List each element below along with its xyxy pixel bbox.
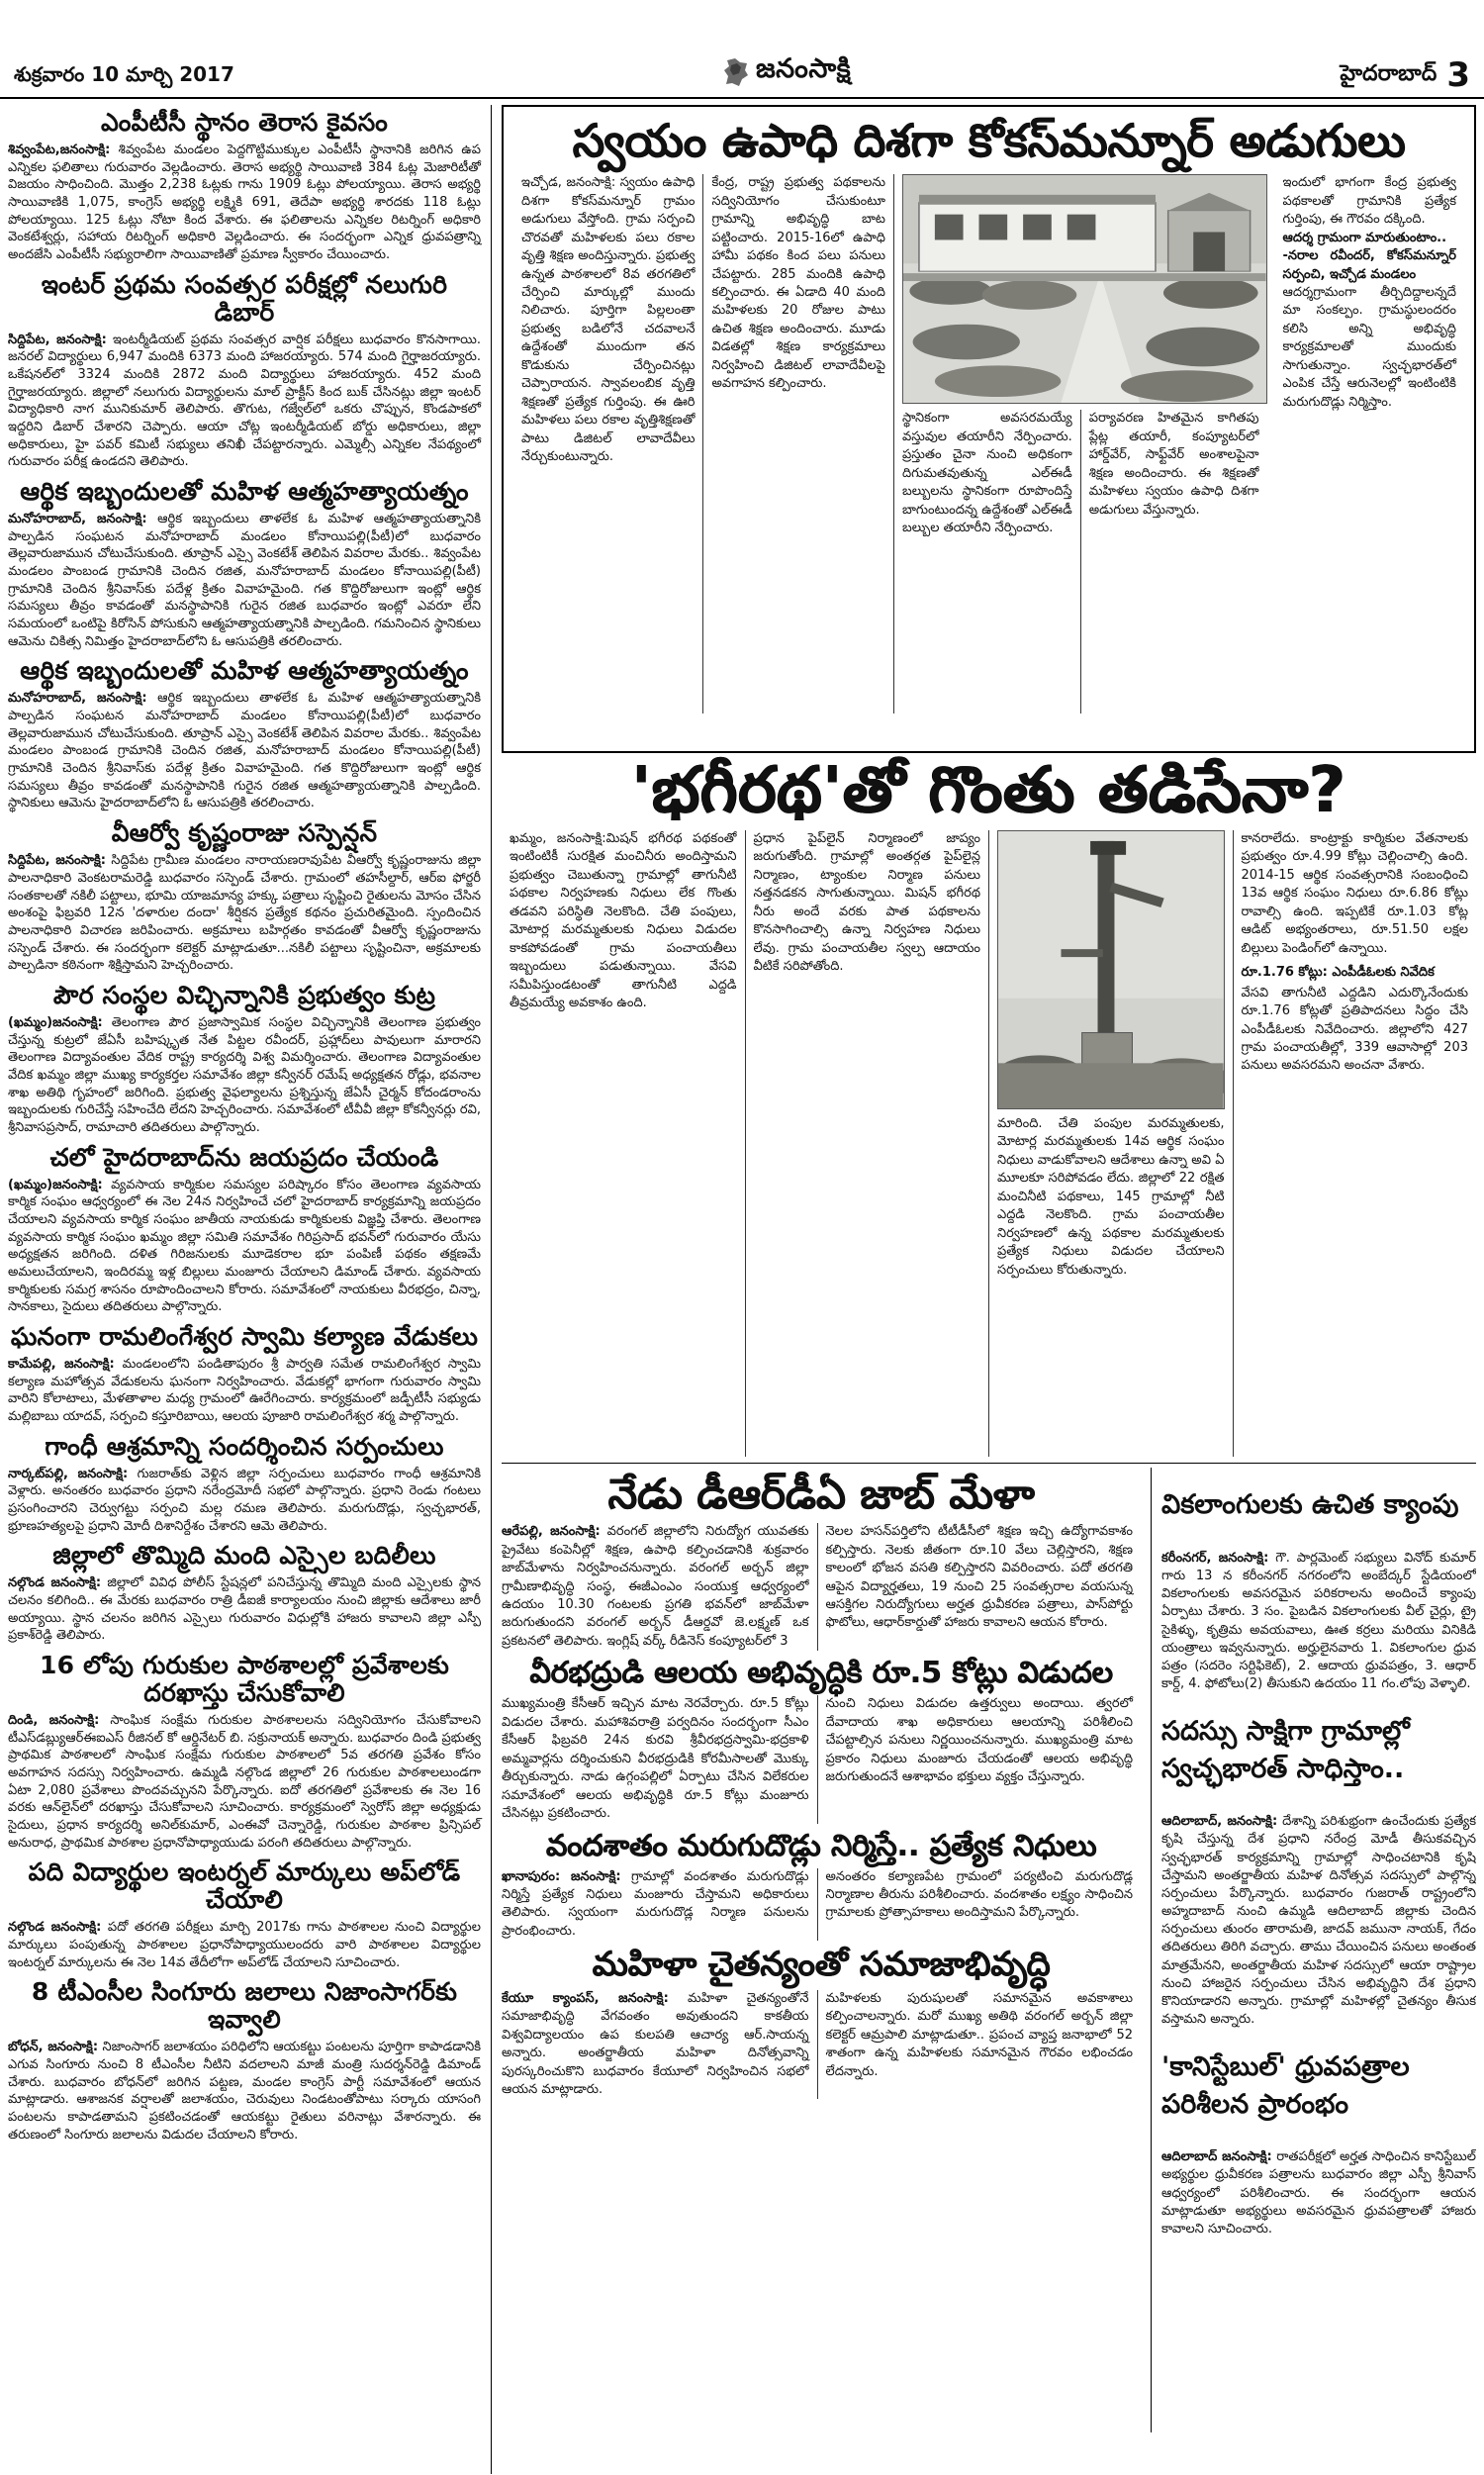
article-body: జిల్లాలో వివిధ పోలీస్ స్టేషన్లలో పనిచేస్తున్న తొమ్మిది మంది ఎస్సైలకు స్థాన చలనం కలిగింది.. ఈ మేరకు బుధవారం రాత్రి డీఐజీ కార్యాలయం నుంచి జిల్లాకు ఆదేశాలు జారీ అయ్యాయి. స్థాన చలనం జరిగిన ఎస్సైలు గురువారం విధుల్లోకి హాజరు కావాలని జిల్లా ఎస్పీ ప్రకాశ్‌రెడ్డి తెలిపారు. (8, 1575, 481, 1644)
article-si-transfers (8, 1542, 481, 1645)
article-headline: వందశాతం మరుగుదొడ్లు నిర్మిస్తే.. ప్రత్యేక నిధులు (545, 1828, 1097, 1863)
paper-title-block (723, 53, 851, 91)
edition-block (1340, 55, 1470, 96)
article-headline: చలో హైదరాబాద్‌ను జయప్రదం చేయండి (49, 1142, 439, 1172)
article-woman-suicide-attempt (8, 478, 481, 650)
lead-col-5: ఇందులో భాగంగా కేంద్ర ప్రభుత్వ పథకాలతో గ్రామానికి ప్రత్యేక గుర్తింపు, ఈ గౌరవం దక్కింది. ఆదర్శ గ్రామంగా మారుతుంటాం.. -నరాల రవీందర్, కోకస్‌మన్నూర్ సర్పంచి, ఇచ్చోడ మండలం ఆదర్శగ్రామంగా తీర్చిదిద్దాలన్నదే మా సంకల్పం. గ్రామస్థులందరం కలిసి అన్ని అభివృద్ధి కార్యక్రమాలతో ముందుకు సాగుతున్నాం. స్వచ్ఛభారత్‌లో ఎంపిక చేస్తే ఆరునెలల్లో ఇంటింటికి మరుగుదొడ్లు నిర్మిస్తాం. (1282, 175, 1456, 410)
masthead (0, 0, 1484, 99)
lead-col-2: కేంద్ర, రాష్ట్ర ప్రభుత్వ పథకాలను సద్వినియోగం చేసుకుంటూ గ్రామాన్ని అభివృద్ధి బాట పట్టించారు. 2015-16లో ఉపాధి హామీ పథకం కింద పలు పనులు చేపట్టారు. 285 మందికి ఉపాధి కల్పించారు. ఈ ఏడాది 40 మంది మహిళలకు 20 రోజుల పాటు ఉచిత శిక్షణ అందించారు. మూడు విడతల్లో శిక్షణ కార్యక్రమాలు నిర్వహించి డిజిటల్ లావాదేవీలపై అవగాహన కల్పించారు. (702, 174, 892, 714)
article-body: ఆర్థిక ఇబ్బందులు తాళలేక ఓ మహిళ ఆత్మహత్యాయత్నానికి పాల్పడిన సంఘటన మనోహరాబాద్ మండలం కోనాయిపల్లి(పీటీ)లో బుధవారం తెల్లవారుజామున చోటుచేసుకుంది. తూప్రాన్ ఎస్సై వెంకటేశ్ తెలిపిన వివరాల మేరకు.. శివ్వంపేట మండలం పాంబండ గ్రామానికి చెందిన రజిత, మనోహరాబాద్ మండలం కోనాయిపల్లి(పీటీ) గ్రామానికి చెందిన శ్రీనివాస్‌కు పదేళ్ల క్రితం వివాహమైంది. గత కొద్దిరోజులుగా ఇంట్లో ఆర్థిక సమస్యలు తీవ్రం కావడంతో మనస్థాపానికి గురైన రజిత బుధవారం ఇంట్లో ఎవరూ లేని సమయంలో ఒంటిపై కిరోసిన్ పోసుకుని ఆత్మహత్యాయత్నానికి పాల్పడింది. గమనించిన స్థానికులు ఆమెను చికిత్స నిమిత్తం హైదరాబాద్‌లోని ఓ ఆసుపత్రికి తరలించారు. (8, 512, 482, 649)
dateline: ఖానాపురం: జనంసాక్షి: (502, 1868, 621, 1884)
article-singur-waters (8, 1978, 481, 2143)
article-drda-job-mela: నేడు డీఆర్‌డీఏ జాబ్ మేళా ఆరేపల్లి, జనంసాక్షి: వరంగల్ జిల్లాలోని నిరుద్యోగ యువతకు ప్రైవేటు కంపెనీల్లో శిక్షణ, ఉపాధి కల్పించడానికి శుక్రవారం జాబ్‌మేళాను నిర్వహించనున్నారు. వరంగల్ అర్బన్ జిల్లా గ్రామీణాభివృద్ధి సంస్థ, ఈజీఎంఎం సంయుక్త ఆధ్వర్యంలో ఉదయం 10.30 గంటలకు ప్రగతి భవన్‌లో జాబ్‌మేళా జరుగుతుందని వరంగల్ అర్బన్ డీఆర్డవో జె.లక్ష్మణ్ ఒక ప్రకటనలో తెలిపారు. ఇంగ్లిష్ వర్క్ రీడినెస్ కంప్యూటర్‌లో 3 నెలల హసన్‌పర్తిలోని టీటీడీసీలో శిక్షణ ఇచ్చి ఉద్యోగావకాశం కల్పిస్తారు. నెలకు జీతంగా రూ.10 వేలు చెల్లిస్తారని, శిక్షణ కాలంలో భోజన వసతి కల్పిస్తారని వివరించారు. పదో తరగతి ఆపైన విద్యార్హతలు, 19 నుంచి 25 సంవత్సరాల వయసున్న ఆసక్తిగల నిరుద్యోగులు అర్హత ధ్రువీకరణ పత్రాలు, పాస్‌పోర్టు ఫొటోలు, ఆధార్‌కార్డుతో హాజరు కావాలని ఆయన కోరారు. (502, 1472, 1141, 1651)
article-kokasmannur (502, 105, 1476, 753)
dateline: ఆదిలాబాద్, జనంసాక్షి: (1161, 1814, 1278, 1830)
page-content (0, 99, 1484, 2474)
article-headline: ఘనంగా రామలింగేశ్వర స్వామి కల్యాణ వేడుకలు (10, 1321, 479, 1351)
article-constable-certificates: 'కానిస్టేబుల్' ధ్రువపత్రాల పరిశీలన ప్రారంభం ఆదిలాబాద్ జనంసాక్షి: రాతపరీక్షలో అర్హత సాధించిన కానిస్టేబుల్ అభ్యర్థుల ధ్రువీకరణ పత్రాలను బుధవారం జిల్లా ఎస్పీ శ్రీనివాస్ ఆధ్వర్యంలో పరిశీలించారు. ఈ సందర్భంగా ఆయన మాట్లాడుతూ అభ్యర్థులు అవసరమైన ధ్రువపత్రాలతో హాజరు కావాలని సూచించారు. (1161, 2050, 1476, 2237)
pull-quote: ఆదర్శ గ్రామంగా మారుతుంటాం.. (1282, 230, 1447, 245)
article-body: మండలంలోని పండితాపురం శ్రీ పార్వతి సమేత రామలింగేశ్వర స్వామి కల్యాణ మహోత్సవ వేడుకలను ఘనంగా నిర్వహించారు. వేడుకల్లో భాగంగా గురువారం స్వామి వారిని కోలాటాలు, మేళతాళాల మధ్య గ్రామంలో ఊరేగించారు. కార్యక్రమంలో జడ్పీటీసీ సభ్యుడు మల్లిబాబు యాదవ్, సర్పంచి కస్తూరిబాయి, ఆలయ పూజారి రామలింగేశ్వర శర్మ పాల్గొన్నారు. (8, 1356, 481, 1424)
article-headline: నేడు డీఆర్‌డీఏ జాబ్ మేళా (607, 1470, 1035, 1518)
bhagiratha-subhead: రూ.1.76 కోట్లు: ఎంపీడీఓలకు నివేదిక (1241, 965, 1435, 981)
pull-quote-body: ఆదర్శగ్రామంగా తీర్చిదిద్దాలన్నదే మా సంకల్పం. గ్రామస్థులందరం కలిసి అన్ని అభివృద్ధి కార్యక్రమాలతో ముందుకు సాగుతున్నాం. స్వచ్ఛభారత్‌లో ఎంపిక చేస్తే ఆరునెలల్లో ఇంటింటికి మరుగుదొడ్లు నిర్మిస్తాం. (1282, 285, 1456, 410)
article-headline: వికలాంగులకు ఉచిత క్యాంపు (1161, 1489, 1459, 1521)
dateline: దిండి, జనంసాక్షి: (8, 1713, 100, 1728)
article-body: వ్యవసాయ కార్మికుల సమస్యల పరిష్కారం కోసం తెలంగాణ వ్యవసాయ కార్మిక సంఘం ఆధ్వర్యంలో ఈ నెల 24న నిర్వహించే చలో హైదరాబాద్ కార్యక్రమాన్ని జయప్రదం చేయాలని వ్యవసాయ కార్మిక సంఘం జాతీయ నాయకుడు కార్మికులకు విజ్ఞప్తి చేశారు. తెలంగాణ వ్యవసాయ కార్మిక సంఘం ఖమ్మం జిల్లా సమితి సమావేశం గిరిప్రసాద్ భవన్‌లో గురువారం యేసు అధ్యక్షతన జరిగింది. దళిత గిరిజనులకు మూడెకరాల భూ పంపిణీ పథకం తక్షణమే అమలుచేయాలని, ఇందిరమ్మ ఇళ్ల బిల్లులు మంజూరు చేయాలని డిమాండ్ చేశారు. వ్యవసాయ కార్మికులకు సమగ్ర శాసనం రూపొందించాలని కోరారు. సమావేశంలో నాయకులు వీరభద్రం, చిన్నా, సానకాలు, సైదులు తదితరులు పాల్గొన్నారు. (8, 1177, 481, 1315)
dateline: ఆదిలాబాద్ జనంసాక్షి: (1161, 2149, 1272, 2165)
article-body: ఇంటర్మీడియట్ ప్రథమ సంవత్సర వార్షిక పరీక్షలు బుధవారం కొనసాగాయి. జనరల్ విద్యార్థులు 6,947 మందికి 6373 మంది హాజరయ్యారు. 574 మంది గైర్హాజరయ్యారు. ఒకేషనల్‌లో 3324 మందికి 2872 మంది విద్యార్థులు హాజరయ్యారు. 452 మంది గైర్హాజరయ్యారు. జిల్లాలో నలుగురు విద్యార్థులను మాల్ ప్రాక్టీస్ కింద బుక్ చేసినట్లు జిల్లా ఇంటర్ విద్యాధికారి నాగ మునికుమార్ తెలిపారు. తొగుట, గజ్వేల్‌లో ఒకరు చొప్పున, కొండపాకలో ఇద్దరిని డిబార్ చేశారని చెప్పారు. ఆయా చోట్ల ఇంటర్మీడియట్ బోర్డు అధికారులు, జిల్లా అధికారులు, హై పవర్ కమిటీ సభ్యులు తనిఖీ చేపట్టారన్నారు. ఎమ్మెల్సీ ఎన్నికల నేపథ్యంలో గురువారం పరీక్ష ఉండదని తెలిపారు. (8, 332, 482, 470)
dateline: కరీంనగర్, జనంసాక్షి: (1161, 1550, 1269, 1566)
article-inter-debar (8, 271, 481, 471)
lead-col-4: పర్యావరణ హితమైన కాగితపు ప్లేట్ల తయారీ, కంప్యూటర్‌లో హార్డ్‌వేర్, సాఫ్ట్‌వేర్ అంశాలపైనా శిక్షణ అందించారు. ఈ శిక్షణతో మహిళలు స్వయం ఉపాధి దిశగా అడుగులు వేస్తున్నారు. (1080, 410, 1267, 714)
dateline: కేయూ క్యాంపస్, జనంసాక్షి: (502, 1990, 669, 2006)
article-temple-celebrations (8, 1323, 481, 1426)
article-swachh-bharat-sarpanches: సదస్సు సాక్షిగా గ్రామాల్లో స్వచ్ఛభారత్ సాధిస్తాం.. ఆదిలాబాద్, జనంసాక్షి: దేశాన్ని పరిశుభ్రంగా ఉంచేందుకు ప్రత్యేక కృషి చేస్తున్న దేశ ప్రధాని నరేంద్ర మోడీ తీసుకవచ్చిన స్వచ్ఛభారత్ కార్యక్రమాన్ని గ్రామాల్లో సాధించటానికి కృషి చేస్తామని అంతర్జాతీయ మహిళ దినోత్సవ సదస్సులో పాల్గొన్న సర్పంచులు పేర్కొన్నారు. బుధవారం గుజరాత్ రాష్ట్రంలోని అహ్మదాబాద్ నుంచి ఉమ్మడి ఆదిలాబాద్ జిల్లాకు చెందిన సర్పంచులు తుంరం తారామతి, జాదవ్ జమునా నాయక్, గేదం తదితరులు తిరిగి వచ్చారు. తాము చేయించిన పనులు అంతంత మాత్రమేనని, అంతర్జాతీయ మహిళ సదస్సులో ఆయా రాష్ట్రాల నుంచి హాజరైన సర్పంచులు చేసిన అభివృద్ధిని దేశ ప్రధాని కొనియాడారని అన్నారు. గ్రామాల్లో మహిళల్లో చైతన్యం తీసుక వస్తామని అన్నారు. (1161, 1715, 1476, 2028)
left-news-column (8, 105, 492, 2474)
dateline: నార్కట్‌పల్లి, జనంసాక్షి: (8, 1466, 129, 1481)
bhagiratha-col-3: మారింది. చేతి పంపుల మరమ్మతులకు, మోటార్ల మరమ్మతులకు 14వ ఆర్థిక సంఘం నిధులు వాడుకోవాలని ఆదేశాలు ఉన్నా అవి ఏ మూలకూ సరిపోవడం లేదు. జిల్లాలో 22 రక్షిత మంచినీటి పథకాలు, 145 గ్రామాల్లో నీటి ఎద్దడి నెలకొంది. గ్రామ పంచాయతీల నిర్వహణలో ఉన్న పథకాల మరమ్మతులకు ప్రత్యేక నిధులు విడుదల చేయాలని సర్పంచులు కోరుతున్నారు. (988, 830, 1233, 1457)
pull-quote-attribution: -నరాల రవీందర్, కోకస్‌మన్నూర్ సర్పంచి, ఇచ్చోడ మండలం (1282, 248, 1456, 282)
paper-logo-icon (723, 57, 749, 87)
bhagiratha-col-1: ఖమ్మం, జనంసాక్షి:మిషన్ భగీరథ పథకంతో ఇంటింటికీ సురక్షిత మంచినీరు అందిస్తామని ప్రభుత్వం చెబుతున్నా గ్రామాల్లో తాగునీటి పథకాల నిర్వహణకు నిధులు లేక గొంతు తడవని పరిస్థితి నెలకొంది. చేతి పంపులు, మోటార్ల మరమ్మతులకు నిధులు విడుదల కాకపోవడంతో గ్రామ పంచాయతీలు ఇబ్బందులు పడుతున్నాయి. వేసవి సమీపిస్తుండటంతో తాగునీటి ఎద్దడి తీవ్రమయ్యే అవకాశం ఉంది. (510, 831, 737, 1011)
article-headline: ఇంటర్ ప్రథమ సంవత్సర పరీక్షల్లో నలుగురి డిబార్ (41, 269, 448, 327)
article-headline: వీరభద్రుడి ఆలయ అభివృద్ధికి రూ.5 కోట్లు విడుదల (529, 1656, 1113, 1691)
lead-photo-columns (893, 174, 1275, 714)
article-headline: వీఆర్వో కృష్ణంరాజు సస్పెన్షన్ (111, 818, 378, 848)
article-headline: మహిళా చైతన్యంతో సమాజాభివృద్ధి (592, 1945, 1051, 1985)
article-toilets-special-funds: వందశాతం మరుగుదొడ్లు నిర్మిస్తే.. ప్రత్యేక నిధులు ఖానాపురం: జనంసాక్షి: గ్రామాల్లో వందశాతం మరుగుదొడ్లు నిర్మిస్తే ప్రత్యేక నిధులు మంజూరు చేస్తామని అధికారులు తెలిపారు. స్వయంగా మరుగుదొడ్ల నిర్మాణ పనులను ప్రారంభించారు. అనంతరం కల్యాణపేట గ్రామంలో పర్యటించి మరుగుదొడ్ల నిర్మాణాల తీరును పరిశీలించారు. వందశాతం లక్ష్యం సాధించిన గ్రామాలకు ప్రోత్సాహకాలు అందిస్తామని పేర్కొన్నారు. (502, 1830, 1141, 1942)
bhagiratha-headline: 'భగీరథ'తో గొంతు తడిసేనా? (631, 754, 1346, 827)
article-body: నిజాంసాగర్ జలాశయం పరిధిలోని ఆయకట్టు పంటలను పూర్తిగా కాపాడడానికి ఎగువ సింగూరు నుంచి 8 టీఎంసీల నీటిని వదలాలని మాజీ మంత్రి సుదర్శన్‌రెడ్డి డిమాండ్ చేశారు. బుధవారం బోధన్‌లో జరిగిన పట్టణ, మండల కాంగ్రెస్ పార్టీ సమావేశంలో ఆయన మాట్లాడారు. ఆశాజనక వర్షాలతో జలాశయం, చెరువులు నిండటంతోపాటు సర్కారు యాసంగి పంటలను కాపాడతామని ప్రకటించడంతో ఆయకట్టు రైతులు వరినాట్లు వేశారన్నారు. ఈ తరుణంలో సింగూరు జలాలను విడుదల చేయాలని కోరారు. (8, 2040, 482, 2142)
dateline: మనోహరాబాద్, జనంసాక్షి: (8, 512, 147, 527)
article-bhagiratha (502, 754, 1476, 1464)
dateline: సిద్దిపేట, జనంసాక్షి: (8, 332, 107, 347)
edition-city: హైదరాబాద్ (1340, 61, 1438, 86)
article-headline: 16 లోపు గురుకుల పాఠశాలల్లో ప్రవేశాలకు దరఖాస్తు చేసుకోవాలి (40, 1651, 449, 1707)
lead-headline: స్వయం ఉపాధి దిశగా కోకస్‌మన్నూర్ అడుగులు (572, 114, 1406, 167)
article-body: సిద్దిపేట గ్రామీణ మండలం నారాయణరావుపేట వీఆర్వో కృష్ణంరాజును జిల్లా పాలనాధికారి వెంకటరామరెడ్డి బుధవారం సస్పెండ్ చేశారు. గ్రామంలో తహసీల్దార్, ఆర్ఐ ఫోర్జరీ సంతకాలతో నకిలీ పట్టాలు, భూమి యాజమాన్య హక్కు పత్రాలు సృష్టించి రైతులను మోసం చేసిన అంశంపై ఫిబ్రవరి 12న 'దళారుల దందా' శీర్షికన ప్రత్యేక కథనం ప్రచురితమైంది. స్పందించిన పాలనాధికారి విచారణ జరిపించారు. అక్రమాలు బహిర్గతం కావడంతో వీఆర్వో కృష్ణంరాజును సస్పెండ్ చేశారు. ఈ సందర్భంగా కలెక్టర్ మాట్లాడుతూ...నకిలీ పట్టాలు సృష్టించినా, అక్రమాలకు పాల్పడినా కఠినంగా శిక్షిస్తామని హెచ్చరించారు. (8, 853, 481, 974)
bhagiratha-col-4: కానరాలేదు. కాంట్రాక్టు కార్మికుల వేతనాలకు ప్రభుత్వం రూ.4.99 కోట్లు చెల్లించాల్సి ఉంది. 2014-15 ఆర్థిక సంవత్సరానికి సంబంధించి 13వ ఆర్థిక సంఘం నిధులు రూ.6.86 కోట్లు రావాల్సి ఉంది. ఇప్పటికే రూ.1.03 కోట్ల ఆడిట్ అభ్యంతరాలు, రూ.51.50 లక్షల బిల్లులు పెండింగ్‌లో ఉన్నాయి. రూ.1.76 కోట్లు: ఎంపీడీఓలకు నివేదిక వేసవి తాగునీటి ఎద్దడిని ఎదుర్కొనేందుకు రూ.1.76 కోట్లతో ప్రతిపాదనలు సిద్ధం చేసి ఎంపీడీఓలకు నివేదించారు. జిల్లాలోని 427 గ్రామ పంచాయతీల్లో, 339 ఆవాసాల్లో 203 పనులు అవసరమని అంచనా వేశారు. (1233, 830, 1477, 1457)
article-headline: ఆర్థిక ఇబ్బందులతో మహిళ ఆత్మహత్యాయత్నం (20, 656, 469, 686)
article-disabled-free-camp: వికలాంగులకు ఉచిత క్యాంపు కరీంనగర్, జనంసాక్షి: గౌ. పార్లమెంట్ సభ్యులు వినోద్ కుమార్ గారు 13 న కరీంనగర్ నగరంలోని అంబేద్కర్ స్టేడియంలో వికలాంగులకు అవసరమైన పరికరాలను అందించే క్యాంపు ఏర్పాటు చేశారు. 3 సం. పైబడిన వికలాంగులకు వీల్ చైర్లు, ట్రై సైకిళ్ళు, కృత్రిమ అవయవాలు, ఊత కర్రలు మరియు వినికిడి యంత్రాలు ఇవ్వనున్నారు. అర్హులైనవారు 1. వికలాంగుల ధ్రువ పత్రం (సదరెం సర్టిఫికెట్), 2. ఆదాయ ధ్రువపత్రం, 3. ఆధార్ కార్డ్, 4. ఫోటోలు(2) తీసుకుని ఉదయం 11 గం.లోపు వెళ్ళాలి. (1161, 1489, 1476, 1692)
article-headline: పది విద్యార్థుల ఇంటర్నల్ మార్కులు అప్‌లోడ్ చేయాలి (28, 1857, 461, 1915)
article-body: ఆర్థిక ఇబ్బందులు తాళలేక ఓ మహిళ ఆత్మహత్యాయత్నానికి పాల్పడిన సంఘటన మనోహరాబాద్ మండలం కోనాయిపల్లి(పీటీ)లో బుధవారం తెల్లవారుజామున చోటుచేసుకుంది. తూప్రాన్ ఎస్సై వెంకటేశ్ తెలిపిన వివరాల మేరకు.. శివ్వంపేట మండలం పాంబండ గ్రామానికి చెందిన రజిత, మనోహరాబాద్ మండలం కోనాయిపల్లి(పీటీ) గ్రామానికి చెందిన శ్రీనివాస్‌కు పదేళ్ల క్రితం వివాహమైంది. గత కొద్దిరోజులుగా ఇంట్లో ఆర్థిక సమస్యలు తీవ్రం కావడంతో మనస్థాపానికి గురైన రజిత ఆత్మహత్యాయత్నానికి పాల్పడింది. స్థానికులు ఆమెను హైదరాబాద్‌లోని ఓ ఆసుపత్రికి తరలించారు. (8, 691, 482, 811)
dateline: కామేపల్లి, జనంసాక్షి: (8, 1356, 115, 1372)
issue-date: శుక్రవారం 10 మార్చి 2017 (14, 62, 234, 86)
article-body: పదో తరగతి పరీక్షలు మార్చి 2017కు గాను పాఠశాలల నుంచి విద్యార్థుల మార్కులు పంపుతున్న పాఠశాలల ప్రధానోపాధ్యాయులందరు వారి పాఠశాలల విద్యార్థుల ఇంటర్నల్ మార్కులను ఈ నెల 14వ తేదీలోగా అప్‌లోడ్ చేయాలని సూచించారు. (8, 1920, 481, 1970)
dateline: సిద్దిపేట, జనంసాక్షి: (8, 853, 106, 869)
dateline: శివ్వంపేట,జనంసాక్షి: (8, 143, 111, 157)
lead-col-1: ఇచ్చోడ, జనంసాక్షి: స్వయం ఉపాధి దిశగా కోకస్‌మన్నూర్ గ్రామం అడుగులు వేస్తోంది. గ్రామ సర్పంచి చొరవతో మహిళలకు పలు రకాల వృత్తి శిక్షణ అందిస్తున్నారు. ప్రభుత్వ ఉన్నత పాఠశాలలో 8వ తరగతిలో చేర్పించి మార్కుల్లో ముందు నిలిచారు. పూర్తిగా పిల్లలంతా ప్రభుత్వ బడిలోనే చదవాలనే ఉద్దేశంతో ముందుగా తన కొడుకును చేర్పించినట్లు చెప్పారాయన. స్వావలంబిక వృత్తి శిక్షణతో ప్రత్యేక గుర్తింపు. ఈ ఊరి మహిళలు పలు రకాల వృత్తిశిక్షణతో పాటు డిజిటల్ లావాదేవీలు నేర్చుకుంటున్నారు. (521, 175, 696, 465)
article-vro-suspension (8, 819, 481, 975)
dateline: బోధన్, జనంసాక్షి: (8, 2040, 99, 2055)
article-headline: ఆర్థిక ఇబ్బందులతో మహిళ ఆత్మహత్యాయత్నం (20, 477, 469, 507)
page-number: 3 (1446, 55, 1470, 96)
village-school-garden-photo (902, 174, 1267, 404)
article-body: సాంఘిక సంక్షేమ గురుకుల పాఠశాలలను సద్వినియోగం చేసుకోవాలని టీఎస్‌డబ్ల్యుఆర్ఈఐఎస్ రీజినల్ కో ఆర్డినేటర్ బి. సక్రునాయక్ అన్నారు. బుధవారం దిండి ప్రభుత్వ ప్రాథమిక పాఠశాలలో సాంఘిక సంక్షేమ గురుకుల పాఠశాలలో 5వ తరగతి ప్రవేశం కోసం అవగాహన సదస్సు నిర్వహించారు. ఉమ్మడి నల్గొండ జిల్లాలో 26 గురుకుల పాఠశాలలుండగా ఏటా 2,080 ప్రవేశాలు పొందవచ్చునని పేర్కొన్నారు. ఐదో తరగతిలో ప్రవేశాలకు ఈ నెల 16 వరకు ఆన్‌లైన్‌లో దరఖాస్తు చేసుకోవాలని సూచించారు. కార్యక్రమంలో స్వెరోస్ జిల్లా అధ్యక్షుడు సైదులు, ప్రధాన కార్యదర్శి అనిల్‌కుమార్, ఎంఈవో చెన్నారెడ్డి, గురుకుల పాఠశాల ప్రిన్సిపల్ అనురాధ, ప్రాథమిక పాఠశాల ప్రధానోపాధ్యాయుడు పరంగి తదితరులు పాల్గొన్నారు. (8, 1713, 482, 1851)
article-women-empowerment: మహిళా చైతన్యంతో సమాజాభివృద్ధి కేయూ క్యాంపస్, జనంసాక్షి: మహిళా చైతన్యంతోనే సమాజాభివృద్ధి వేగవంతం అవుతుందని కాకతీయ విశ్వవిద్యాలయం ఉప కులపతి ఆచార్య ఆర్.సాయన్న అన్నారు. అంతర్జాతీయ మహిళా దినోత్సవాన్ని పురస్కరించుకొని బుధవారం కేయూలో నిర్వహించిన సభలో ఆయన మాట్లాడారు. మహిళలకు పురుషులతో సమానమైన అవకాశాలు కల్పించాలన్నారు. మరో ముఖ్య అతిథి వరంగల్ అర్బన్ జిల్లా కలెక్టర్ ఆమ్రపాలి మాట్లాడుతూ.. ప్రపంచ వ్యాప్త జనాభాలో 52 శాతంగా ఉన్న మహిళలకు సమానమైన గౌరవం లభించడం లేదన్నారు. (502, 1947, 1141, 2099)
article-body: శివ్వంపేట మండలం పెద్దగొట్టిముక్కుల ఎంపీటీసీ స్థానానికి జరిగిన ఉప ఎన్నికల ఫలితాలు గురువారం వెల్లడించారు. తెరాస అభ్యర్థి సాయివాణి 384 ఓట్ల మెజారిటీతో విజయం సాధించింది. మొత్తం 2,238 ఓట్లకు గాను 1909 ఓట్లు పోలయ్యాయి. తెరాస అభ్యర్థి సాయివాణికి 1,075, కాంగ్రెస్ అభ్యర్థి లక్ష్మికి 691, తెదేపా అభ్యర్థి శారదకు 118 ఓట్లు పోలయ్యాయి. 125 ఓట్లు నోటా కింద వేశారు. ఈ ఫలితాలను ఎన్నికల రిటర్నింగ్ అధికారి వెంకటేశ్వర్లు, సహాయ రిటర్నింగ్ అధికారి వెల్లడించారు. ఈ సందర్భంగా ఎన్నిక ధ్రువపత్రాన్ని అందజేసి ఎంపీటీసీ సభ్యురాలిగా సాయివాణితో ప్రమాణ స్వీకారం చేయించారు. (8, 143, 481, 263)
article-headline: 8 టీఎంసీల సింగూరు జలాలు నిజాంసాగర్‌కు ఇవ్వాలి (31, 1977, 458, 2035)
lead-col-3: స్థానికంగా అవసరమయ్యే వస్తువుల తయారీని నేర్పించారు. ప్రస్తుతం చైనా నుంచి అధికంగా దిగుమతవుతున్న ఎల్‌ఈడీ బల్బులను స్థానికంగా రూపొందిస్తే బాగుంటుందన్న ఉద్దేశంతో ఎల్‌ఈడీ బల్బుల తయారీని నేర్పించారు. (901, 411, 1072, 536)
article-civil-orgs-conspiracy (8, 982, 481, 1137)
article-gandhi-ashram-visit (8, 1433, 481, 1536)
article-internal-marks-upload (8, 1858, 481, 1971)
dateline: నల్గొండ జనంసాక్షి: (8, 1575, 102, 1591)
dateline: (ఖమ్మం)జనంసాక్షి: (8, 1014, 103, 1030)
article-headline: 'కానిస్టేబుల్' ధ్రువపత్రాల పరిశీలన ప్రారంభం (1161, 2050, 1410, 2120)
article-veerabhadra-temple-funds: వీరభద్రుడి ఆలయ అభివృద్ధికి రూ.5 కోట్లు విడుదల ముఖ్యమంత్రి కేసీఆర్ ఇచ్చిన మాట నెరవేర్చారు. రూ.5 కోట్లు విడుదల చేశారు. మహాశివరాత్రి పర్వదినం సందర్భంగా సీఎం కేసీఆర్ ఫిబ్రవరి 24న కురవి శ్రీవీరభద్రస్వామి-భద్రకాళి అమ్మవార్లను దర్శించుకుని వీరభద్రుడికి కోరమీసాలతో మొక్కు తీర్చుకున్నారు. నాడు ఉగ్గంపల్లిలో ఏర్పాటు చేసిన విలేకరుల సమావేశంలో ఆలయ అభివృద్ధికి రూ.5 కోట్లు మంజూరు చేసినట్లు ప్రకటించారు. నుంచి నిధులు విడుదల ఉత్తర్వులు అందాయి. త్వరలో దేవాదాయ శాఖ అధికారులు ఆలయాన్ని పరిశీలించి చేపట్టాల్సిన పనులు నిర్ణయించనున్నారు. ముఖ్యమంత్రి మాట ప్రకారం నిధులు మంజూరు చేయడంతో ఆలయ అభివృద్ధి జరుగుతుందనే ఆశాభావం భక్తులు వ్యక్తం చేస్తున్నారు. (502, 1657, 1141, 1823)
article-mptc-win (8, 109, 481, 264)
middle-news-stack (502, 1468, 1151, 2432)
article-headline: జిల్లాలో తొమ్మిది మంది ఎస్సైల బదిలీలు (52, 1541, 436, 1571)
paper-name: జనంసాక్షి (755, 53, 852, 84)
article-chalo-hyderabad (8, 1144, 481, 1316)
article-headline: ఎంపీటీసీ స్థానం తెరాస కైవసం (100, 108, 389, 137)
article-headline: గాంధీ ఆశ్రమాన్ని సందర్శించిన సర్పంచులు (45, 1431, 444, 1461)
water-pipeline-photo (997, 830, 1225, 1109)
main-news-area (492, 105, 1476, 2474)
article-gurukula-admissions (8, 1652, 481, 1852)
dateline: మనోహరాబాద్, జనంసాక్షి: (8, 691, 147, 707)
article-headline: పౌర సంస్థల విచ్ఛిన్నానికి ప్రభుత్వం కుట్ర (52, 980, 436, 1009)
article-body: గుజరాత్‌కు వెళ్లిన జిల్లా సర్పంచులు బుధవారం గాంధీ ఆశ్రమానికి వెళ్లారు. అనంతరం బుధవారం ప్రధాని నరేంద్రమోదీ సభలో పాల్గొన్నారు. ప్రధాని రెండు గంటలు ప్రసంగించారని చెర్వుగట్టు సర్పంచి మల్ల రమణ తెలిపారు. మరుగుదొడ్లు, స్వచ్ఛభారత్, భ్రూణహత్యలపై ప్రధాని మోదీ దిశానిర్దేశం చేశారని ఆమె తెలిపారు. (8, 1466, 481, 1534)
dateline: ఆరేపల్లి, జనంసాక్షి: (502, 1524, 601, 1540)
article-woman-suicide-attempt-duplicate (8, 657, 481, 812)
article-body: తెలంగాణ పౌర ప్రజాస్వామిక సంస్థల విచ్ఛిన్నానికి తెలంగాణ ప్రభుత్వం చేస్తున్న కుట్రలో జేఏసీ బహిష్కృత నేత పిట్టల రవీందర్, ప్రహ్లాద్‌లు పావులుగా మారారని తెలంగాణ విద్యావంతుల వేదిక రాష్ట్ర కార్యదర్శి విశ్వ విమర్శించారు. తెలంగాణ విద్యావంతుల వేదిక ఖమ్మం జిల్లా ముఖ్య కార్యకర్తల సమావేశం జిల్లా కన్వీనర్ రమేష్ అధ్యక్షతన రోడ్లు, భవనాల శాఖ అతిథి గృహంలో జరిగింది. ప్రభుత్వ వైఫల్యాలను ప్రశ్నిస్తున్న జేఏసీ చైర్మన్ కోదండరాంను ఇబ్బందులకు గురిచేస్తే సహించేది లేదని హెచ్చరించారు. సమావేశంలో టీవీవీ జిల్లా కోకన్వీనర్లు రవి, శ్రీనివాసప్రసాద్, రామాచారి తదితరులు పాల్గొన్నారు. (8, 1014, 481, 1135)
right-news-rail (1151, 1468, 1476, 2432)
dateline: నల్గొండ జనంసాక్షి: (8, 1920, 102, 1936)
dateline: (ఖమ్మం)జనంసాక్షి: (8, 1177, 103, 1192)
article-headline: సదస్సు సాక్షిగా గ్రామాల్లో స్వచ్ఛభారత్ సాధిస్తాం.. (1161, 1715, 1410, 1784)
bhagiratha-col-2: ప్రధాన పైప్‌లైన్ నిర్మాణంలో జాప్యం జరుగుతోంది. గ్రామాల్లో అంతర్గత పైప్‌లైన్ల నిర్మాణం, ట్యాంకుల నిర్మాణ పనులు నత్తనడకన సాగుతున్నాయి. మిషన్ భగీరథ నీరు అందే వరకు పాత పథకాలను కొనసాగించాల్సి ఉన్నా నిర్వహణ నిధులు లేవు. గ్రామ పంచాయతీల స్వల్ప ఆదాయం వీటికే సరిపోతోంది. (745, 830, 989, 1457)
